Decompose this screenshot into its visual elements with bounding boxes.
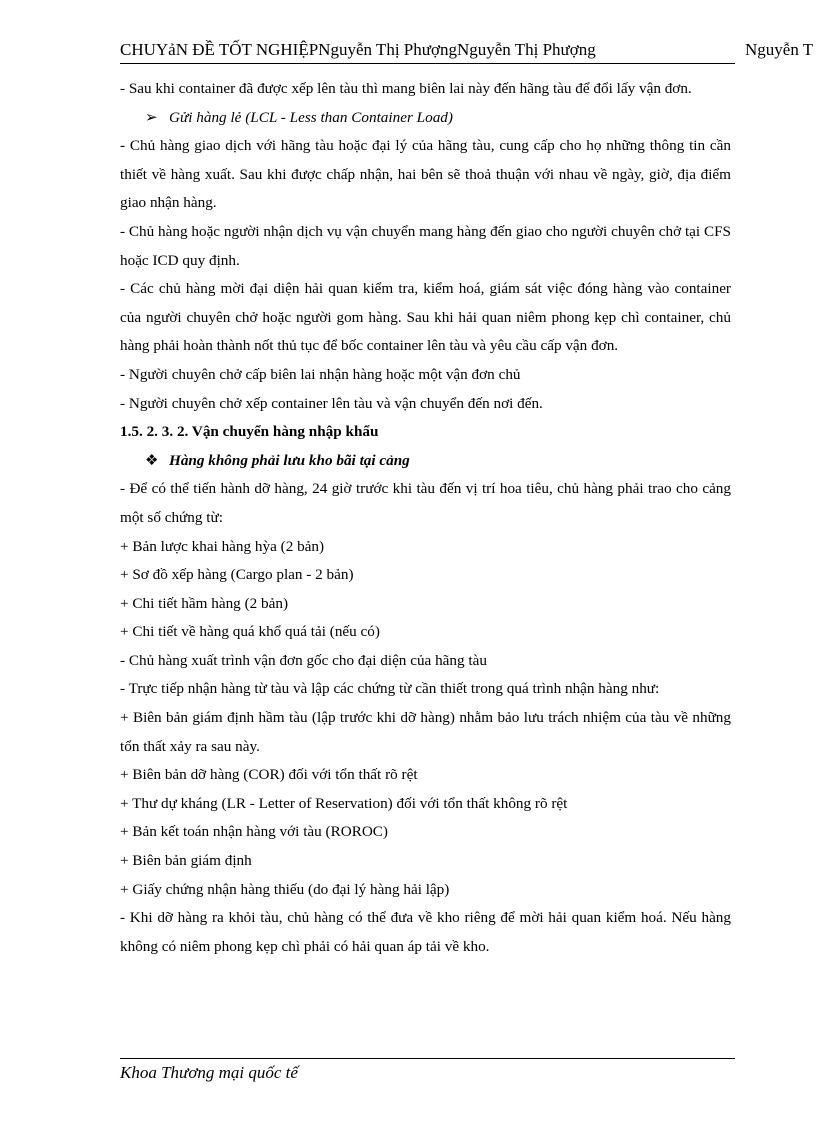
list-item: + Chi tiết hầm hàng (2 bản) — [120, 594, 288, 612]
body-paragraph: - Chủ hàng giao dịch với hãng tàu hoặc đại lý của hãng tàu, cung cấp cho họ những thông tin cần thiết về hàng xuất. Sau khi được chấp nhận, hai bên sẽ thoả thuận với nhau về ngày, giờ, địa điểm giao nhận hàng. — [120, 137, 731, 212]
section-item-lcl — [120, 104, 731, 133]
sub-heading-label: Hàng không phải lưu kho bãi tại cảng — [169, 451, 410, 469]
list-item: + Bản lược khai hàng hỳa (2 bản) — [120, 537, 325, 555]
header-rule — [120, 63, 735, 64]
list-item: + Thư dự kháng (LR - Letter of Reservation) đối với tổn thất không rõ rệt — [120, 794, 568, 812]
body-paragraph: - Để có thể tiến hành dỡ hàng, 24 giờ trước khi tàu đến vị trí hoa tiêu, chủ hàng phải trao cho cảng một số chứng từ: — [120, 480, 731, 526]
list-item: + Bản kết toán nhận hàng với tàu (ROROC) — [120, 823, 388, 841]
body-paragraph: - Sau khi container đã được xếp lên tàu thì mang biên lai này đến hãng tàu để đổi lấy vận đơn. — [120, 80, 692, 97]
sub-heading — [120, 447, 731, 476]
footer-rule — [120, 1058, 735, 1059]
list-item: + Giấy chứng nhận hàng thiếu (do đại lý hàng hải lập) — [120, 880, 450, 898]
list-item: + Biên bản giám định hầm tàu (lập trước khi dỡ hàng) nhằm bảo lưu trách nhiệm của tàu về những tổn thất xảy ra sau này. — [120, 709, 731, 755]
header-overflow-text: Nguyễn T — [745, 40, 814, 59]
arrow-bullet-icon: ➢ — [145, 108, 158, 126]
page-body — [120, 75, 731, 961]
body-paragraph: - Người chuyên chở xếp container lên tàu và vận chuyển đến nơi đến. — [120, 394, 543, 412]
body-paragraph: - Chủ hàng xuất trình vận đơn gốc cho đại diện của hãng tàu — [120, 651, 487, 669]
body-paragraph: - Trực tiếp nhận hàng từ tàu và lập các chứng từ cần thiết trong quá trình nhận hàng như: — [120, 680, 660, 698]
body-paragraph: - Khi dỡ hàng ra khỏi tàu, chủ hàng có thể đưa về kho riêng để mời hải quan kiểm hoá. Nếu hàng không có niêm phong kẹp chì phải có hải quan áp tải về kho. — [120, 909, 731, 955]
list-item: + Sơ đồ xếp hàng (Cargo plan - 2 bản) — [120, 566, 354, 584]
list-item: + Chi tiết về hàng quá khổ quá tải (nếu có) — [120, 623, 380, 641]
header-title: CHUYảN ĐỀ TỐT NGHIỆPNguyễn Thị PhượngNguyễn Thị Phượng — [120, 40, 596, 59]
page-header — [120, 40, 816, 64]
diamond-bullet-icon: ❖ — [145, 451, 159, 469]
body-paragraph: - Chủ hàng hoặc người nhận dịch vụ vận chuyển mang hàng đến giao cho người chuyên chở tại CFS hoặc ICD quy định. — [120, 222, 731, 269]
page-footer: Khoa Thương mại quốc tế — [120, 1063, 298, 1082]
body-paragraph: - Các chủ hàng mời đại diện hải quan kiểm tra, kiểm hoá, giám sát việc đóng hàng vào container của người chuyên chở hoặc người gom hàng. Sau khi hải quan niêm phong kẹp chì container, chủ hàng phải hoàn thành nốt thủ tục để bốc container lên tàu và yêu cầu cấp vận đơn. — [120, 280, 731, 355]
list-item: + Biên bản dỡ hàng (COR) đối với tổn thất rõ rệt — [120, 766, 418, 784]
list-item: + Biên bản giám định — [120, 852, 252, 870]
section-heading: 1.5. 2. 3. 2. Vận chuyển hàng nhập khẩu — [120, 423, 379, 441]
body-paragraph: - Người chuyên chở cấp biên lai nhận hàng hoặc một vận đơn chủ — [120, 365, 521, 383]
section-item-label: Gửi hàng lẻ (LCL - Less than Container Load) — [169, 108, 453, 126]
